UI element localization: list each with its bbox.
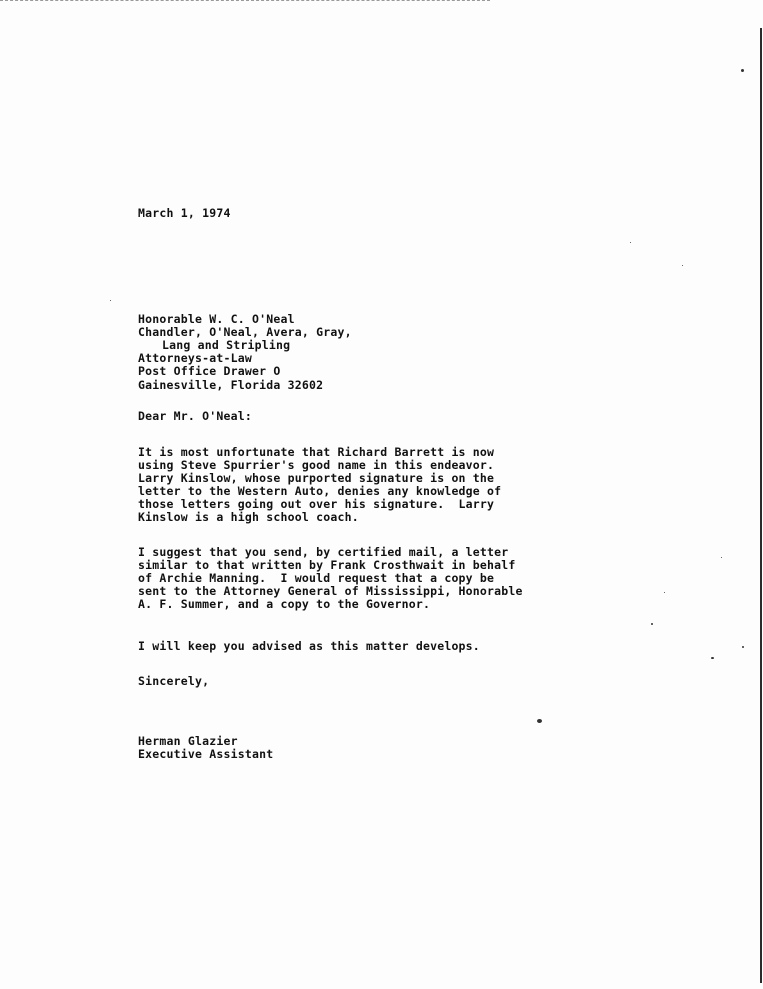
address-line-2: Chandler, O'Neal, Avera, Gray, bbox=[138, 325, 352, 339]
top-dashed-rule bbox=[0, 0, 490, 1]
paragraph1-line-1: It is most unfortunate that Richard Barrett is now bbox=[138, 445, 495, 459]
ink-speck bbox=[110, 300, 111, 301]
paragraph2-line-1: I suggest that you send, by certified mail, a letter bbox=[138, 545, 509, 559]
ink-speck bbox=[742, 646, 744, 648]
letter-date: March 1, 1974 bbox=[138, 206, 231, 220]
address-line-1: Honorable W. C. O'Neal bbox=[138, 312, 295, 326]
page-right-edge bbox=[760, 28, 762, 983]
paragraph1-line-4: letter to the Western Auto, denies any knowledge of bbox=[138, 484, 502, 498]
paragraph1-line-3: Larry Kinslow, whose purported signature is on the bbox=[138, 471, 495, 485]
address-line-3: Lang and Stripling bbox=[162, 338, 291, 352]
ink-speck bbox=[651, 623, 653, 625]
address-line-6: Gainesville, Florida 32602 bbox=[138, 378, 324, 392]
ink-speck bbox=[682, 265, 683, 266]
signer-name: Herman Glazier bbox=[138, 734, 238, 748]
paragraph1-line-5: those letters going out over his signature. Larry bbox=[138, 497, 495, 511]
paragraph2-line-5: A. F. Summer, and a copy to the Governor. bbox=[138, 597, 431, 611]
ink-speck bbox=[721, 557, 722, 558]
paragraph1-line-6: Kinslow is a high school coach. bbox=[138, 510, 359, 524]
ink-speck bbox=[664, 592, 665, 593]
paragraph3: I will keep you advised as this matter develops. bbox=[138, 639, 480, 653]
paragraph1-line-2: using Steve Spurrier's good name in this endeavor. bbox=[138, 458, 495, 472]
paragraph2-line-4: sent to the Attorney General of Mississippi, Honorable bbox=[138, 584, 523, 598]
ink-speck bbox=[537, 719, 542, 723]
address-line-4: Attorneys-at-Law bbox=[138, 351, 252, 365]
closing: Sincerely, bbox=[138, 674, 210, 688]
signer-title: Executive Assistant bbox=[138, 747, 274, 761]
paragraph2-line-3: of Archie Manning. I would request that a copy be bbox=[138, 571, 495, 585]
ink-speck bbox=[711, 657, 714, 659]
ink-speck bbox=[741, 69, 744, 72]
address-line-5: Post Office Drawer O bbox=[138, 364, 281, 378]
paragraph2-line-2: similar to that written by Frank Crosthwait in behalf bbox=[138, 558, 516, 572]
salutation: Dear Mr. O'Neal: bbox=[138, 409, 252, 423]
ink-speck bbox=[630, 242, 631, 243]
